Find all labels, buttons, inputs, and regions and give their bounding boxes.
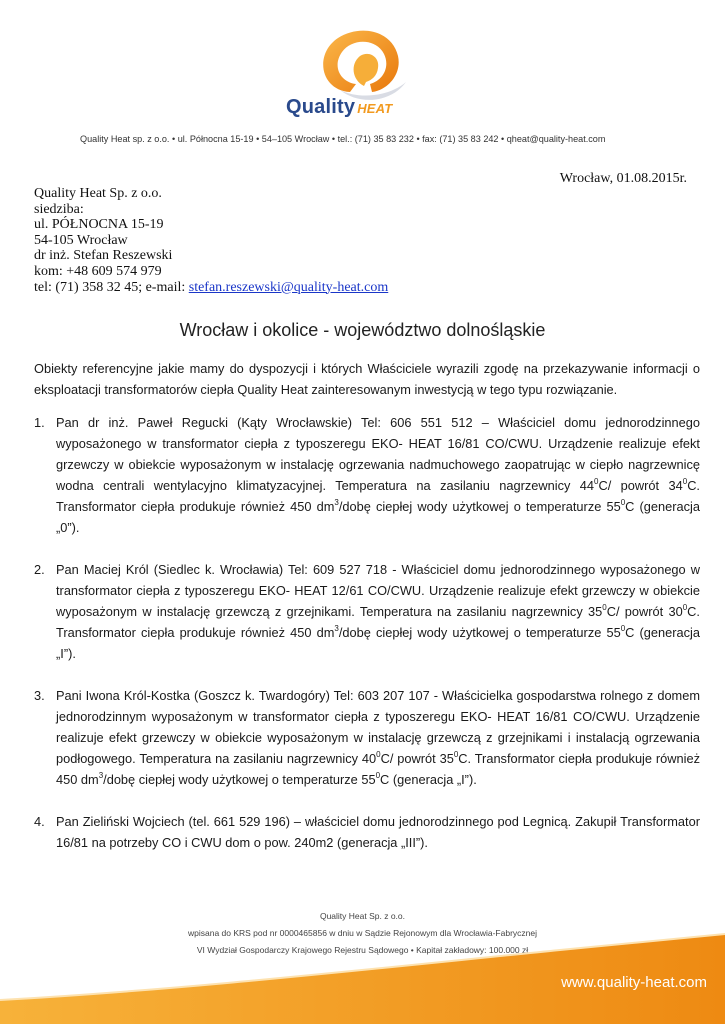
item-text: C/ powrót 30 [606,604,683,619]
item-text: C (generacja „I”). [380,772,477,787]
item-text: /dobę ciepłej wody użytkowej o temperaturze 55 [103,772,376,787]
superscript: 0 [375,771,381,780]
item-text: C/ powrót 35 [380,751,454,766]
superscript: 0 [602,603,607,612]
letter-heading: Wrocław i okolice - województwo dolnośląskie [179,320,546,340]
contact-tel-email [34,280,388,296]
tel-text: tel: (71) 358 32 45; e-mail: [34,279,189,295]
logo-wordmark [286,96,392,119]
item-text: Pan Maciej Król (Siedlec k. Wrocławia) Tel: 609 527 718 - Właściciel domu jednorodzinnego wyposażonego w transformator ciepła z typoszeregu EKO- HEAT 12/61 CO/CWU. Urządzenie realizuje efekt grzewczy w obiekcie wyposażonym w instalację grzewczą z grzejnikami. Temperatura na zasilaniu nagrzewnicy 35 [56,562,700,619]
intro-paragraph: Obiekty referencyjne jakie mamy do dyspozycji i których Właściciele wyrazili zgodę na przekazywanie informacji o eksploatacji transformatorów ciepła Quality Heat zainteresowanym inwestycją w tego typu rozwiązanie. [34,361,700,397]
item-text: C/ powrót 34 [598,478,683,493]
footer-reg-line: wpisana do KRS pod nr 0000465856 w dniu w Sądzie Rejonowym dla Wrocławia-Fabrycznej [187,928,537,938]
superscript: 3 [334,624,339,633]
address-line: kom: +48 609 574 979 [34,263,162,279]
superscript: 0 [620,624,626,633]
email-link[interactable]: stefan.reszewski@quality-heat.com [188,279,389,295]
footer-reg-line: Quality Heat Sp. z o.o. [319,911,406,921]
logo-swirl-inner [354,54,379,86]
address-line: 54-105 Wrocław [34,232,128,248]
item-text: Pan dr inż. Paweł Regucki (Kąty Wrocławskie) Tel: 606 551 512 – Właściciel domu jednorodzinnego wyposażonego w transformator ciepła z typoszeregu EKO- HEAT 16/81 CO/CWU. Urządzenie realizuje efekt grzewczy w obiekcie wyposażonym w instalację ogrzewania nadmuchowego zaopatrując w ciepło nagrzewnicę wodna centrali wentylacyjno klimatyzacyjnej. Temperatura na zasilaniu nagrzewnicy 44 [56,415,700,493]
item-text: C (generacja „I”). [56,625,700,661]
list-item-number: 1. [34,415,45,430]
address-line: ul. PÓŁNOCNA 15-19 [34,217,164,233]
logo-text-accent: HEAT [357,101,393,116]
superscript: 0 [620,498,626,507]
footer-reg-line: VI Wydział Gospodarczy Krajowego Rejestru Sądowego • Kapitał zakładowy: 100.000 zł [196,945,529,955]
reference-list [34,412,700,874]
superscript: 0 [594,477,599,486]
item-text: /dobę ciepłej wody użytkowej o temperaturze 55 [338,499,621,514]
superscript: 0 [682,603,688,612]
sender-address [34,186,388,295]
logo-text: Quality [286,96,356,118]
superscript: 0 [376,750,381,759]
address-line: Quality Heat Sp. z o.o. [34,186,162,201]
list-item [34,412,700,538]
list-item [34,559,700,664]
item-text: C (generacja „0”). [56,499,700,535]
item-text: C. Transformator ciepła produkuje również 450 dm [56,751,700,787]
address-line: siedziba: [34,201,84,217]
letter-date: Wrocław, 01.08.2015r. [559,171,687,186]
company-contact-line: Quality Heat sp. z o.o. • ul. Północna 15-19 • 54–105 Wrocław • tel.: (71) 35 83 232 • fax: (71) 35 83 242 • qheat@quality-heat.com [80,134,606,144]
superscript: 0 [453,750,459,759]
list-item [34,811,700,853]
superscript: 3 [98,771,104,780]
item-text: C. Transformator ciepła produkuje również 450 dm [56,604,700,640]
website-link[interactable]: www.quality-heat.com [561,974,707,991]
item-text: C. Transformator ciepła produkuje również 450 dm [56,478,700,514]
item-text: Pan Zieliński Wojciech (tel. 661 529 196) – właściciel domu jednorodzinnego pod Legnicą. Zakupił Transformator 16/81 na potrzeby CO i CWU dom o pow. 240m2 (generacja „III”). [56,814,700,850]
list-item-number: 2. [34,562,45,577]
superscript: 3 [334,498,339,507]
item-text: /dobę ciepłej wody użytkowej o temperaturze 55 [338,625,621,640]
list-item-number: 3. [34,688,45,703]
list-item-number: 4. [34,814,45,829]
list-item [34,685,700,790]
superscript: 0 [682,477,688,486]
item-text: Pani Iwona Król-Kostka (Goszcz k. Twardogóry) Tel: 603 207 107 - Właścicielka gospodarstwa rolnego z domem jednorodzinnym wyposażonym w transformator ciepła z typoszeregu EKO- HEAT 16/81 CO/CWU. Urządzenie realizuje efekt grzewczy w obiekcie wyposażonym w instalację grzewczą z grzejnikami i instalacją ogrzewania podłogowego. Temperatura na zasilaniu nagrzewnicy 40 [56,688,700,766]
address-line: dr inż. Stefan Reszewski [34,248,173,264]
